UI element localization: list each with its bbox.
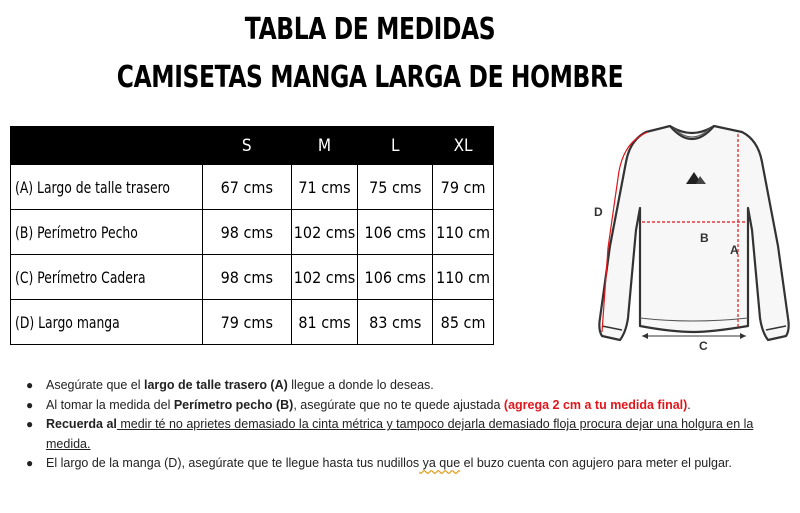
size-header-xl: XL [433,127,494,165]
table-row [11,165,494,210]
table-cell: 85 cm [433,300,494,345]
list-item: ● Al tomar la medida del Perímetro pecho (B), asegúrate que no te quede ajustada (agrega 2 cm a tu medida final). [24,396,764,416]
table-cell: 98 cms [202,210,291,255]
table-header-row [11,127,494,165]
table-cell: 81 cms [291,300,358,345]
table-cell: 102 cms [291,255,358,300]
bullet-icon: ● [26,417,34,431]
table-cell: 98 cms [202,255,291,300]
arrow-c-right [740,333,746,339]
table-cell: 106 cms [358,210,433,255]
list-item: ● Recuerda al medir té no aprietes demasiado la cinta métrica y tampoco dejarla demasiado floja procura dejar una holgura en la medida. [26,417,754,451]
table-cell: 75 cms [358,165,433,210]
size-chart-table [10,126,494,345]
table-row [11,255,494,300]
size-header-m: M [291,127,358,165]
table-cell: 79 cms [202,300,291,345]
table-cell: 110 cm [433,255,494,300]
label-a: A [730,243,739,257]
title-line-2: CAMISETAS MANGA LARGA DE HOMBRE [116,60,624,95]
table-cell: 79 cm [433,165,494,210]
arrow-c-left [642,333,648,339]
size-header-s: S [202,127,291,165]
bullet-icon: ● [26,397,34,412]
label-d: D [594,205,603,219]
table-cell: 102 cms [291,210,358,255]
shirt-outline [599,126,788,340]
row-label-a: (A) Largo de talle trasero [15,177,170,197]
table-cell: 106 cms [358,255,433,300]
title-line-1: TABLA DE MEDIDAS [244,12,496,47]
row-label-c: (C) Perímetro Cadera [15,267,146,287]
table-row [11,300,494,345]
row-label-d: (D) Largo manga [15,312,120,332]
table-cell: 67 cms [202,165,291,210]
label-b: B [700,231,709,245]
bullet-icon: ● [26,378,34,392]
size-header-l: L [358,127,433,165]
label-c: C [699,339,708,353]
table-row [11,210,494,255]
row-label-b: (B) Perímetro Pecho [15,222,138,242]
list-item: ● Asegúrate que el largo de talle trasero (A) llegue a donde lo deseas. [24,376,764,396]
bullet-icon: ● [26,456,34,470]
table-cell: 71 cms [291,165,358,210]
list-item: ● El largo de la manga (D), asegúrate que te llegue hasta tus nudillos ya que el buzo cuenta con agujero para meter el pulgar. [24,454,764,474]
table-cell: 83 cms [358,300,433,345]
instructions-list [24,376,764,474]
table-cell: 110 cm [433,210,494,255]
shirt-measurement-diagram [592,118,796,358]
table-header-blank [11,127,203,165]
